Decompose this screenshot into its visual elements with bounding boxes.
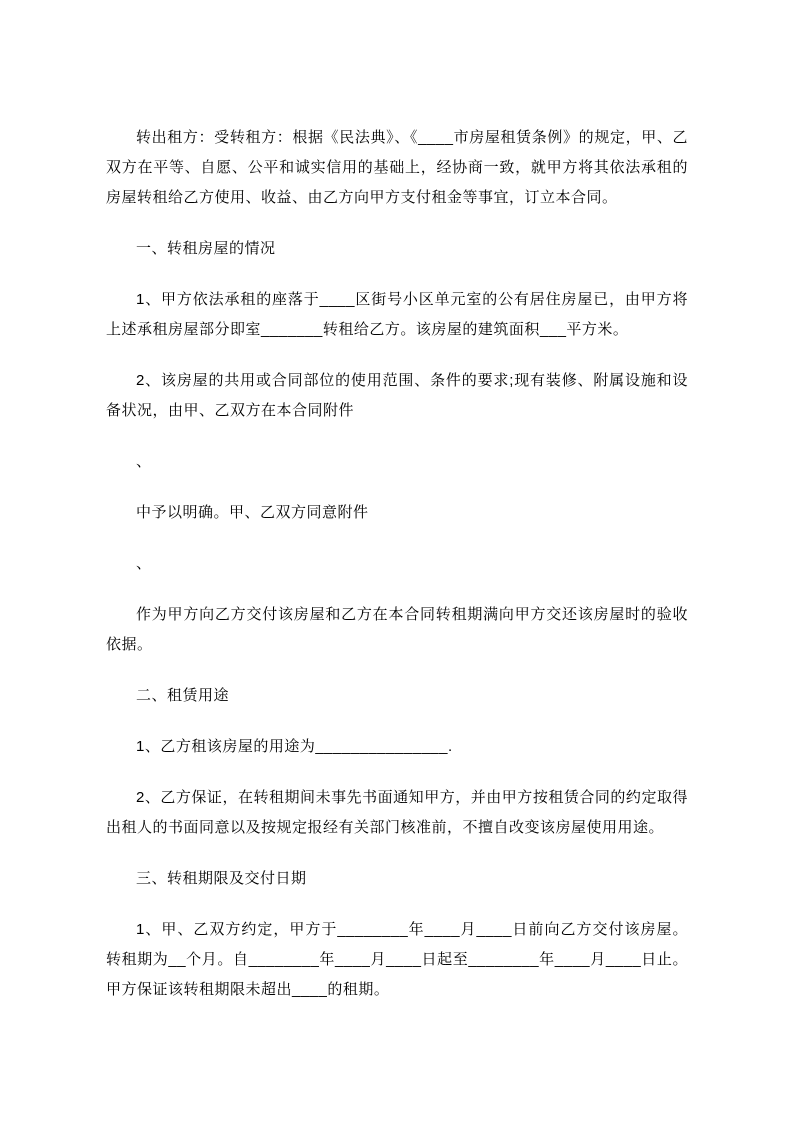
clause-3-1: 1、甲、乙双方约定，甲方于________年____月____日前向乙方交付该房屋。转租期为__个月。自________年____月____日起至________年____月____日止。甲方保证该转租期限未超出____的租期。 [106,921,688,998]
attachment-separator-2: 、 [136,555,152,572]
clause-1-1: 1、甲方依法承租的座落于____区街号小区单元室的公有居住房屋已，由甲方将上述承租房屋部分即室_______转租给乙方。该房屋的建筑面积___平方米。 [106,291,688,338]
clause-2-1: 1、乙方租该房屋的用途为_______________. [136,738,453,755]
section-2-heading: 二、租赁用途 [136,687,230,704]
clause-1-2-continuation: 中予以明确。甲、乙双方同意附件 [136,504,369,521]
clause-1-2: 2、该房屋的共用或合同部位的使用范围、条件的要求;现有装修、附属设施和设备状况，由甲、乙双方在本合同附件 [106,372,688,419]
clause-2-2: 2、乙方保证，在转租期间未事先书面通知甲方，并由甲方按租赁合同的约定取得出租人的书面同意以及按规定报经有关部门核准前，不擅自改变该房屋使用用途。 [106,789,688,836]
attachment-separator-1: 、 [136,453,152,470]
section-1-heading: 一、转租房屋的情况 [136,240,276,257]
intro-paragraph: 转出租方：受转租方：根据《民法典》、《____市房屋租赁条例》的规定，甲、乙双方在平等、自愿、公平和诚实信用的基础上，经协商一致，就甲方将其依法承租的房屋转租给乙方使用、收益、由乙方向甲方支付租金等事宜，订立本合同。 [106,129,688,206]
clause-1-2-conclusion: 作为甲方向乙方交付该房屋和乙方在本合同转租期满向甲方交还该房屋时的验收依据。 [106,606,688,653]
section-3-heading: 三、转租期限及交付日期 [136,870,307,887]
